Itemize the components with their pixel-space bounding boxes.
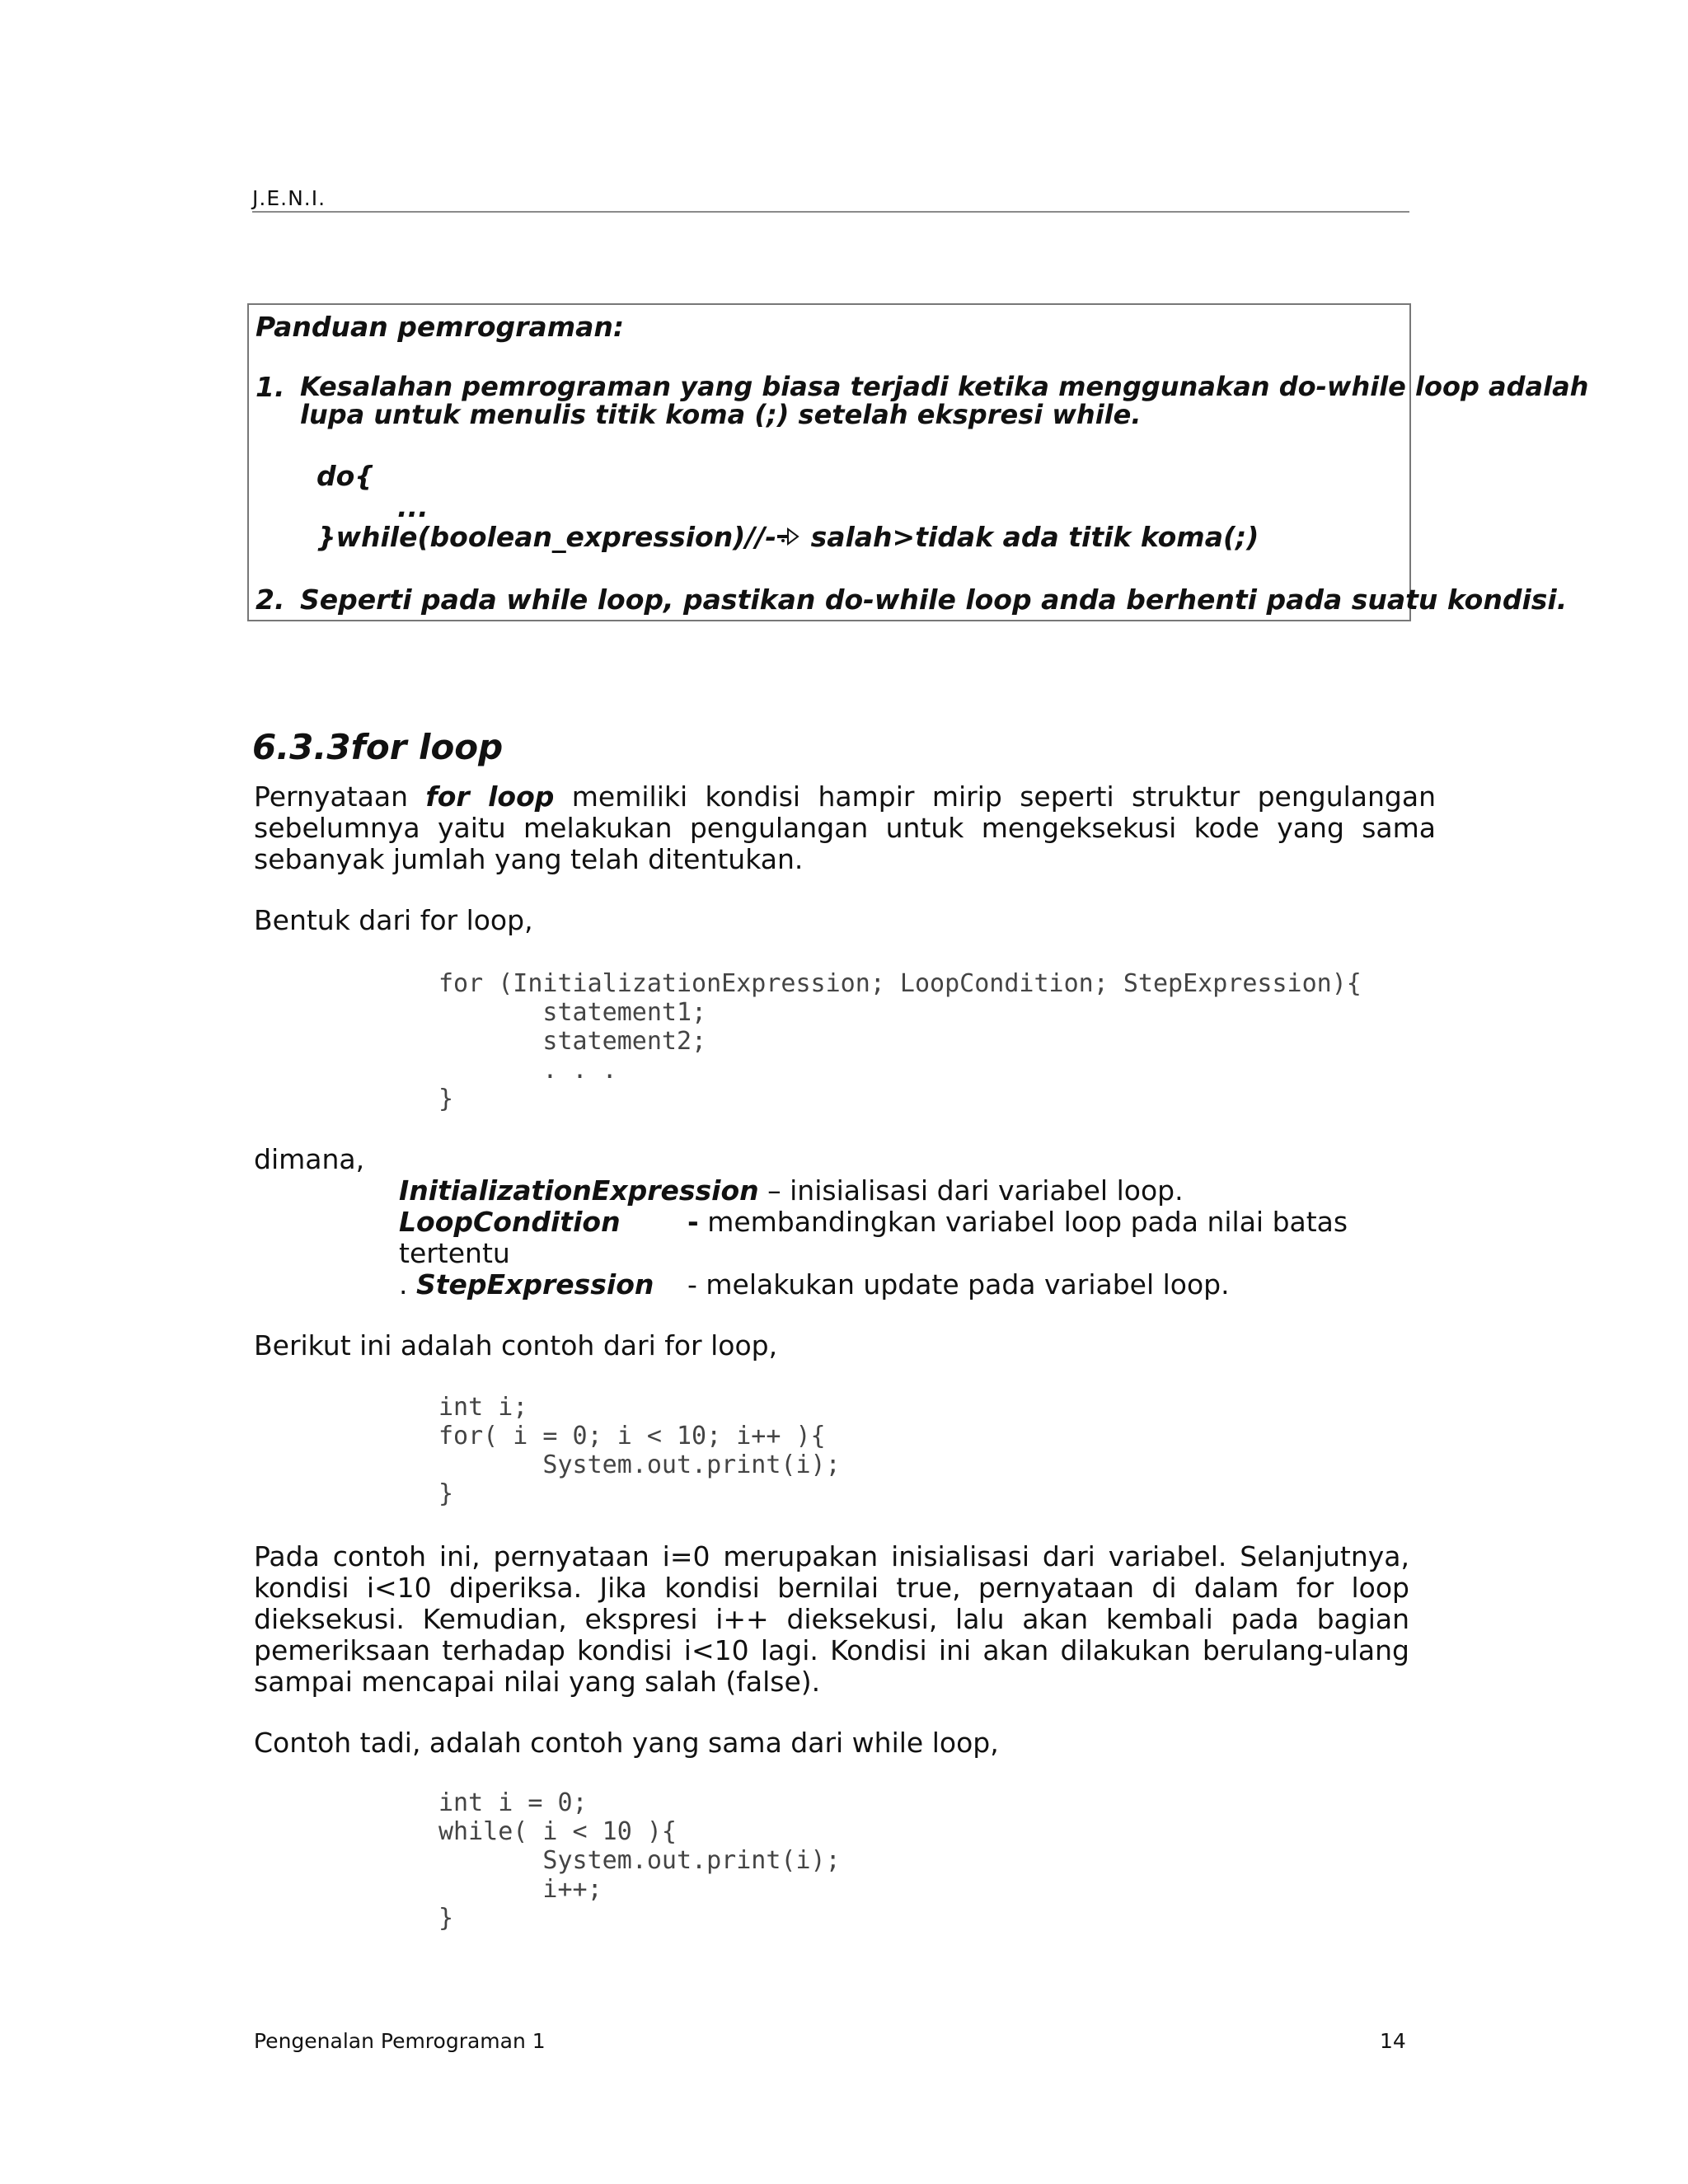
guide-code-while-line [316, 521, 1259, 553]
guide-item-2-text: Seperti pada while loop, pastikan do-while loop anda berhenti pada suatu kondisi. [300, 583, 1568, 616]
def-initialization-desc: – inisialisasi dari variabel loop. [758, 1174, 1184, 1207]
form-label: Bentuk dari for loop, [254, 904, 533, 936]
guide-code-do: do{ [316, 460, 374, 492]
def-step [399, 1269, 654, 1301]
explain-line: pemeriksaan terhadap kondisi i<10 lagi. Kondisi ini akan dilakukan berulang-ulang [254, 1634, 1409, 1666]
guide-code-ellipsis: ... [397, 491, 429, 523]
example-code-line: } [438, 1479, 454, 1508]
programming-guide-box [247, 303, 1411, 621]
def-condition [687, 1207, 1348, 1238]
dimana-label: dimana, [254, 1143, 365, 1175]
while-code-line: int i = 0; [438, 1788, 588, 1817]
header-divider [252, 211, 1409, 213]
guide-title: Panduan pemrograman: [256, 311, 625, 343]
def-condition-cont: tertentu [399, 1237, 510, 1269]
def-initialization-term: InitializationExpression [399, 1174, 759, 1207]
syntax-code-line: . . . [438, 1056, 617, 1085]
def-step-prefix: . [399, 1268, 416, 1301]
guide-code-comment: salah>tidak ada titik koma(;) [801, 521, 1259, 553]
syntax-code-line: for (InitializationExpression; LoopCondition; StepExpression){ [438, 969, 1362, 998]
while-code-line: } [438, 1904, 454, 1933]
def-condition-term: LoopCondition [399, 1206, 621, 1238]
intro-line-1 [254, 781, 1436, 813]
explain-line: kondisi i<10 diperiksa. Jika kondisi bernilai true, pernyataan di dalam for loop [254, 1572, 1409, 1604]
def-condition-dash: - [687, 1206, 699, 1238]
intro-line-3: sebanyak jumlah yang telah ditentukan. [254, 843, 804, 875]
def-initialization [399, 1175, 1184, 1207]
guide-item-1-number: 1. [256, 371, 285, 403]
syntax-code-line: statement2; [438, 1027, 707, 1056]
syntax-code-line: } [438, 1085, 454, 1113]
while-code-line: while( i < 10 ){ [438, 1817, 677, 1846]
def-step-term: StepExpression [415, 1268, 654, 1301]
while-code-line: i++; [438, 1875, 603, 1904]
example-code-line: System.out.print(i); [438, 1451, 841, 1479]
intro-line-2: sebelumnya yaitu melakukan pengulangan untuk mengeksekusi kode yang sama [254, 812, 1436, 844]
intro-for-loop-term: for loop [425, 780, 555, 813]
explain-line: Pada contoh ini, pernyataan i=0 merupakan inisialisasi dari variabel. Selanjutnya, [254, 1540, 1409, 1572]
while-code-line: System.out.print(i); [438, 1846, 841, 1875]
def-condition-desc: membandingkan variabel loop pada nilai batas [698, 1206, 1348, 1238]
def-step-desc: - melakukan update pada variabel loop. [687, 1268, 1230, 1301]
running-header: J.E.N.I. [252, 186, 326, 210]
pointing-hand-icon [776, 523, 801, 548]
page-number: 14 [1380, 2029, 1406, 2053]
example-code-line: for( i = 0; i < 10; i++ ){ [438, 1422, 826, 1451]
example-label: Berikut ini adalah contoh dari for loop, [254, 1329, 778, 1361]
section-heading: 6.3.3for loop [252, 727, 504, 767]
guide-item-1-line-2: lupa untuk menulis titik koma (;) setelah ekspresi while. [300, 399, 1142, 430]
intro-line-1-c: memiliki kondisi hampir mirip seperti struktur pengulangan [571, 780, 1436, 813]
syntax-code-line: statement1; [438, 998, 707, 1027]
example-code-line: int i; [438, 1393, 528, 1422]
guide-item-2-number: 2. [256, 583, 285, 616]
guide-item-1-line-1: Kesalahan pemrograman yang biasa terjadi ketika menggunakan do-while loop adalah [300, 371, 1589, 402]
explain-line: dieksekusi. Kemudian, ekspresi i++ dieksekusi, lalu akan kembali pada bagian [254, 1603, 1409, 1635]
guide-code-while: }while(boolean_expression)//- [316, 521, 777, 553]
while-label: Contoh tadi, adalah contoh yang sama dari while loop, [254, 1727, 999, 1759]
explain-line: sampai mencapai nilai yang salah (false). [254, 1666, 821, 1698]
intro-line-1-a: Pernyataan [254, 780, 408, 813]
footer-title: Pengenalan Pemrograman 1 [254, 2029, 546, 2053]
